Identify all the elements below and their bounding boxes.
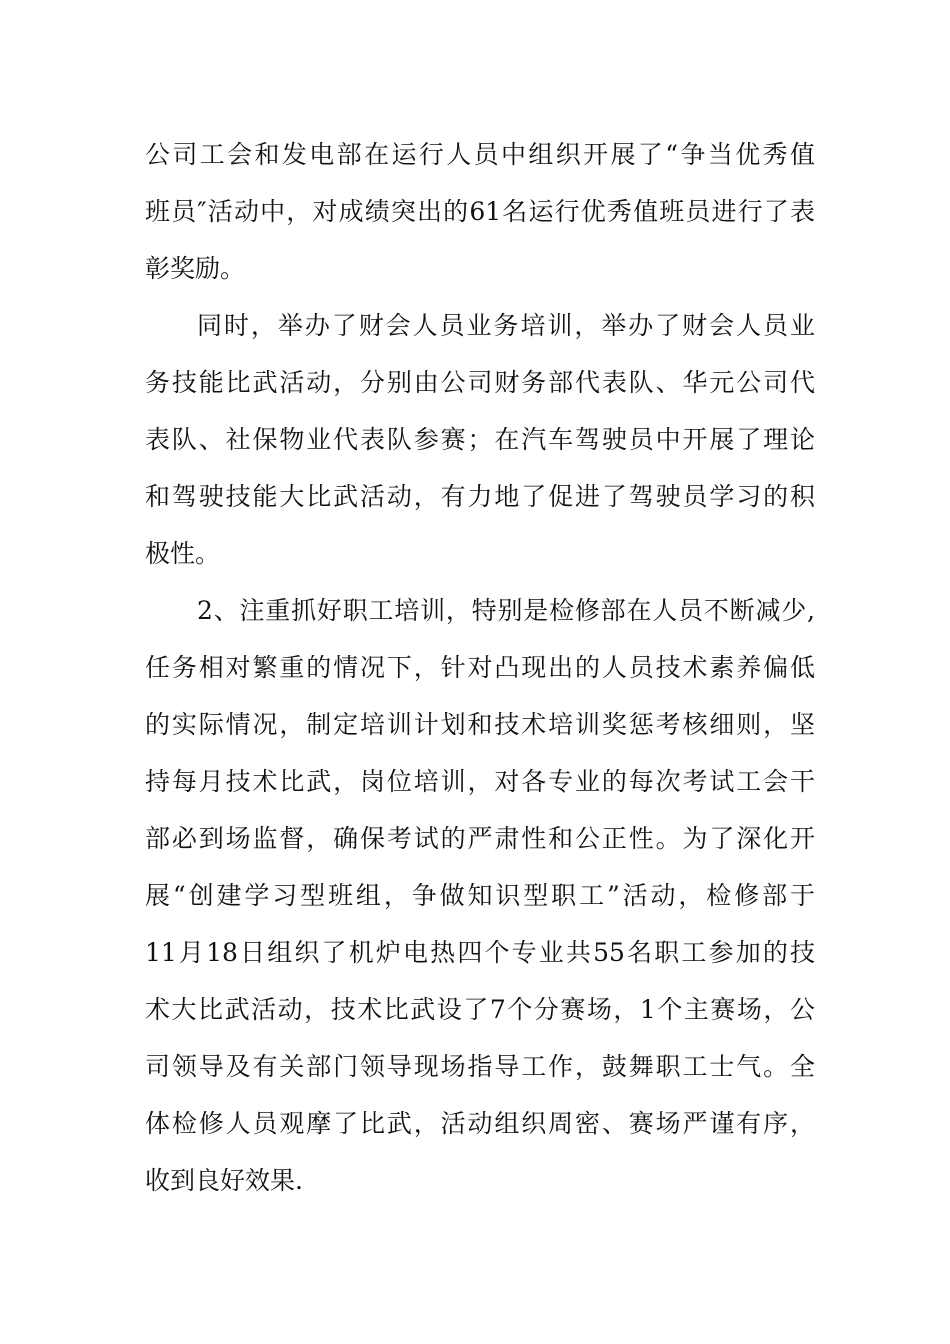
text-line: 展“创建学习型班组，争做知识型职工”活动，检修部于 <box>145 881 815 910</box>
text-line: 持每月技术比武，岗位培训，对各专业的每次考试工会干 <box>145 767 815 796</box>
paragraph-1 <box>145 126 815 297</box>
text-line: 极性。 <box>145 539 221 568</box>
text-line: 班员″活动中，对成绩突出的61名运行优秀值班员进行了表 <box>145 197 815 226</box>
text-line: 务技能比武活动，分别由公司财务部代表队、华元公司代 <box>145 368 815 397</box>
text-line: 同时，举办了财会人员业务培训，举办了财会人员业 <box>197 311 815 340</box>
text-line: 彰奖励。 <box>145 254 246 283</box>
text-line: 2、注重抓好职工培训，特别是检修部在人员不断减少, <box>197 596 815 625</box>
text-line: 部必到场监督，确保考试的严肃性和公正性。为了深化开 <box>145 824 815 853</box>
text-line: 收到良好效果. <box>145 1166 303 1195</box>
text-line: 表队、社保物业代表队参赛；在汽车驾驶员中开展了理论 <box>145 425 815 454</box>
text-line: 术大比武活动，技术比武设了7个分赛场，1个主赛场，公 <box>145 995 815 1024</box>
text-line: 公司工会和发电部在运行人员中组织开展了“争当优秀值 <box>145 140 815 169</box>
text-line: 任务相对繁重的情况下，针对凸现出的人员技术素养偏低 <box>145 653 815 682</box>
text-line: 体检修人员观摩了比武，活动组织周密、赛场严谨有序， <box>145 1109 815 1138</box>
text-line: 和驾驶技能大比武活动，有力地了促进了驾驶员学习的积 <box>145 482 815 511</box>
text-line: 11月18日组织了机炉电热四个专业共55名职工参加的技 <box>145 938 815 967</box>
text-line: 司领导及有关部门领导现场指导工作，鼓舞职工士气。全 <box>145 1052 815 1081</box>
paragraph-2 <box>145 297 815 582</box>
paragraph-3 <box>145 582 815 1209</box>
text-line: 的实际情况，制定培训计划和技术培训奖惩考核细则，坚 <box>145 710 815 739</box>
document-body <box>145 126 815 1209</box>
